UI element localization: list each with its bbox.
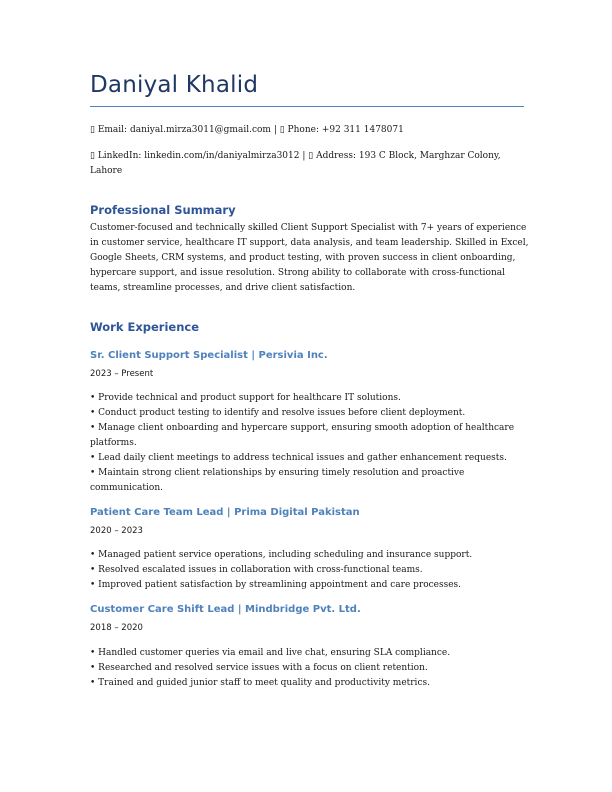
email-icon: ▯ (90, 125, 95, 135)
list-item: • Managed patient service operations, including scheduling and insurance support. (90, 548, 530, 563)
job-bullets (90, 548, 530, 593)
list-item: • Handled customer queries via email and live chat, ensuring SLA compliance. (90, 646, 530, 661)
list-item: • Manage client onboarding and hypercare support, ensuring smooth adoption of healthcare platforms. (90, 421, 530, 451)
candidate-name: Daniyal Khalid (90, 72, 259, 98)
job-dates: 2023 – Present (90, 369, 154, 379)
phone-icon: ▯ (279, 125, 285, 135)
summary-text: Customer-focused and technically skilled Client Support Specialist with 7+ years of experience in customer service, healthcare IT support, data analysis, and team leadership. Skilled in Excel, Google Sheets, CRM systems, and product testing, with proven success in client onboarding, hypercare support, and issue resolution. Strong ability to collaborate with cross-functional teams, streamline processes, and drive client satisfaction. (90, 223, 529, 293)
list-item: • Improved patient satisfaction by streamlining appointment and care processes. (90, 578, 530, 593)
separator: | (270, 125, 280, 135)
list-item: • Maintain strong client relationships by ensuring timely resolution and proactive communication. (90, 466, 530, 496)
linkedin-value[interactable]: linkedin.com/in/daniyalmirza3012 (144, 151, 300, 161)
address-value: 193 C Block, Marghzar Colony, Lahore (90, 151, 501, 176)
job-dates: 2018 – 2020 (90, 623, 143, 633)
job-heading: Customer Care Shift Lead | Mindbridge Pvt. Ltd. (90, 604, 361, 615)
linkedin-label: LinkedIn: (97, 151, 145, 161)
address-icon: ▯ (308, 151, 314, 161)
job-heading: Patient Care Team Lead | Prima Digital Pakistan (90, 507, 360, 518)
separator: | (299, 151, 309, 161)
summary-heading: Professional Summary (90, 203, 236, 217)
contact-line-1 (90, 123, 404, 138)
email-value[interactable]: daniyal.mirza3011@gmail.com (129, 125, 271, 135)
job-heading: Sr. Client Support Specialist | Persivia Inc. (90, 350, 328, 361)
job-bullets (90, 646, 530, 691)
phone-label: Phone: (287, 125, 322, 135)
phone-value[interactable]: +92 311 1478071 (321, 125, 404, 135)
list-item: • Provide technical and product support for healthcare IT solutions. (90, 391, 530, 406)
name-divider (90, 106, 524, 107)
contact-line-2 (90, 149, 524, 179)
job-dates: 2020 – 2023 (90, 526, 143, 536)
list-item: • Resolved escalated issues in collaboration with cross-functional teams. (90, 563, 530, 578)
job-bullets (90, 391, 530, 496)
list-item: • Trained and guided junior staff to meet quality and productivity metrics. (90, 676, 530, 691)
list-item: • Lead daily client meetings to address technical issues and gather enhancement requests. (90, 451, 530, 466)
address-label: Address: (316, 151, 359, 161)
experience-heading: Work Experience (90, 320, 200, 334)
list-item: • Researched and resolved service issues with a focus on client retention. (90, 661, 530, 676)
linkedin-icon: ▯ (90, 151, 95, 161)
email-label: Email: (97, 125, 130, 135)
list-item: • Conduct product testing to identify and resolve issues before client deployment. (90, 406, 530, 421)
